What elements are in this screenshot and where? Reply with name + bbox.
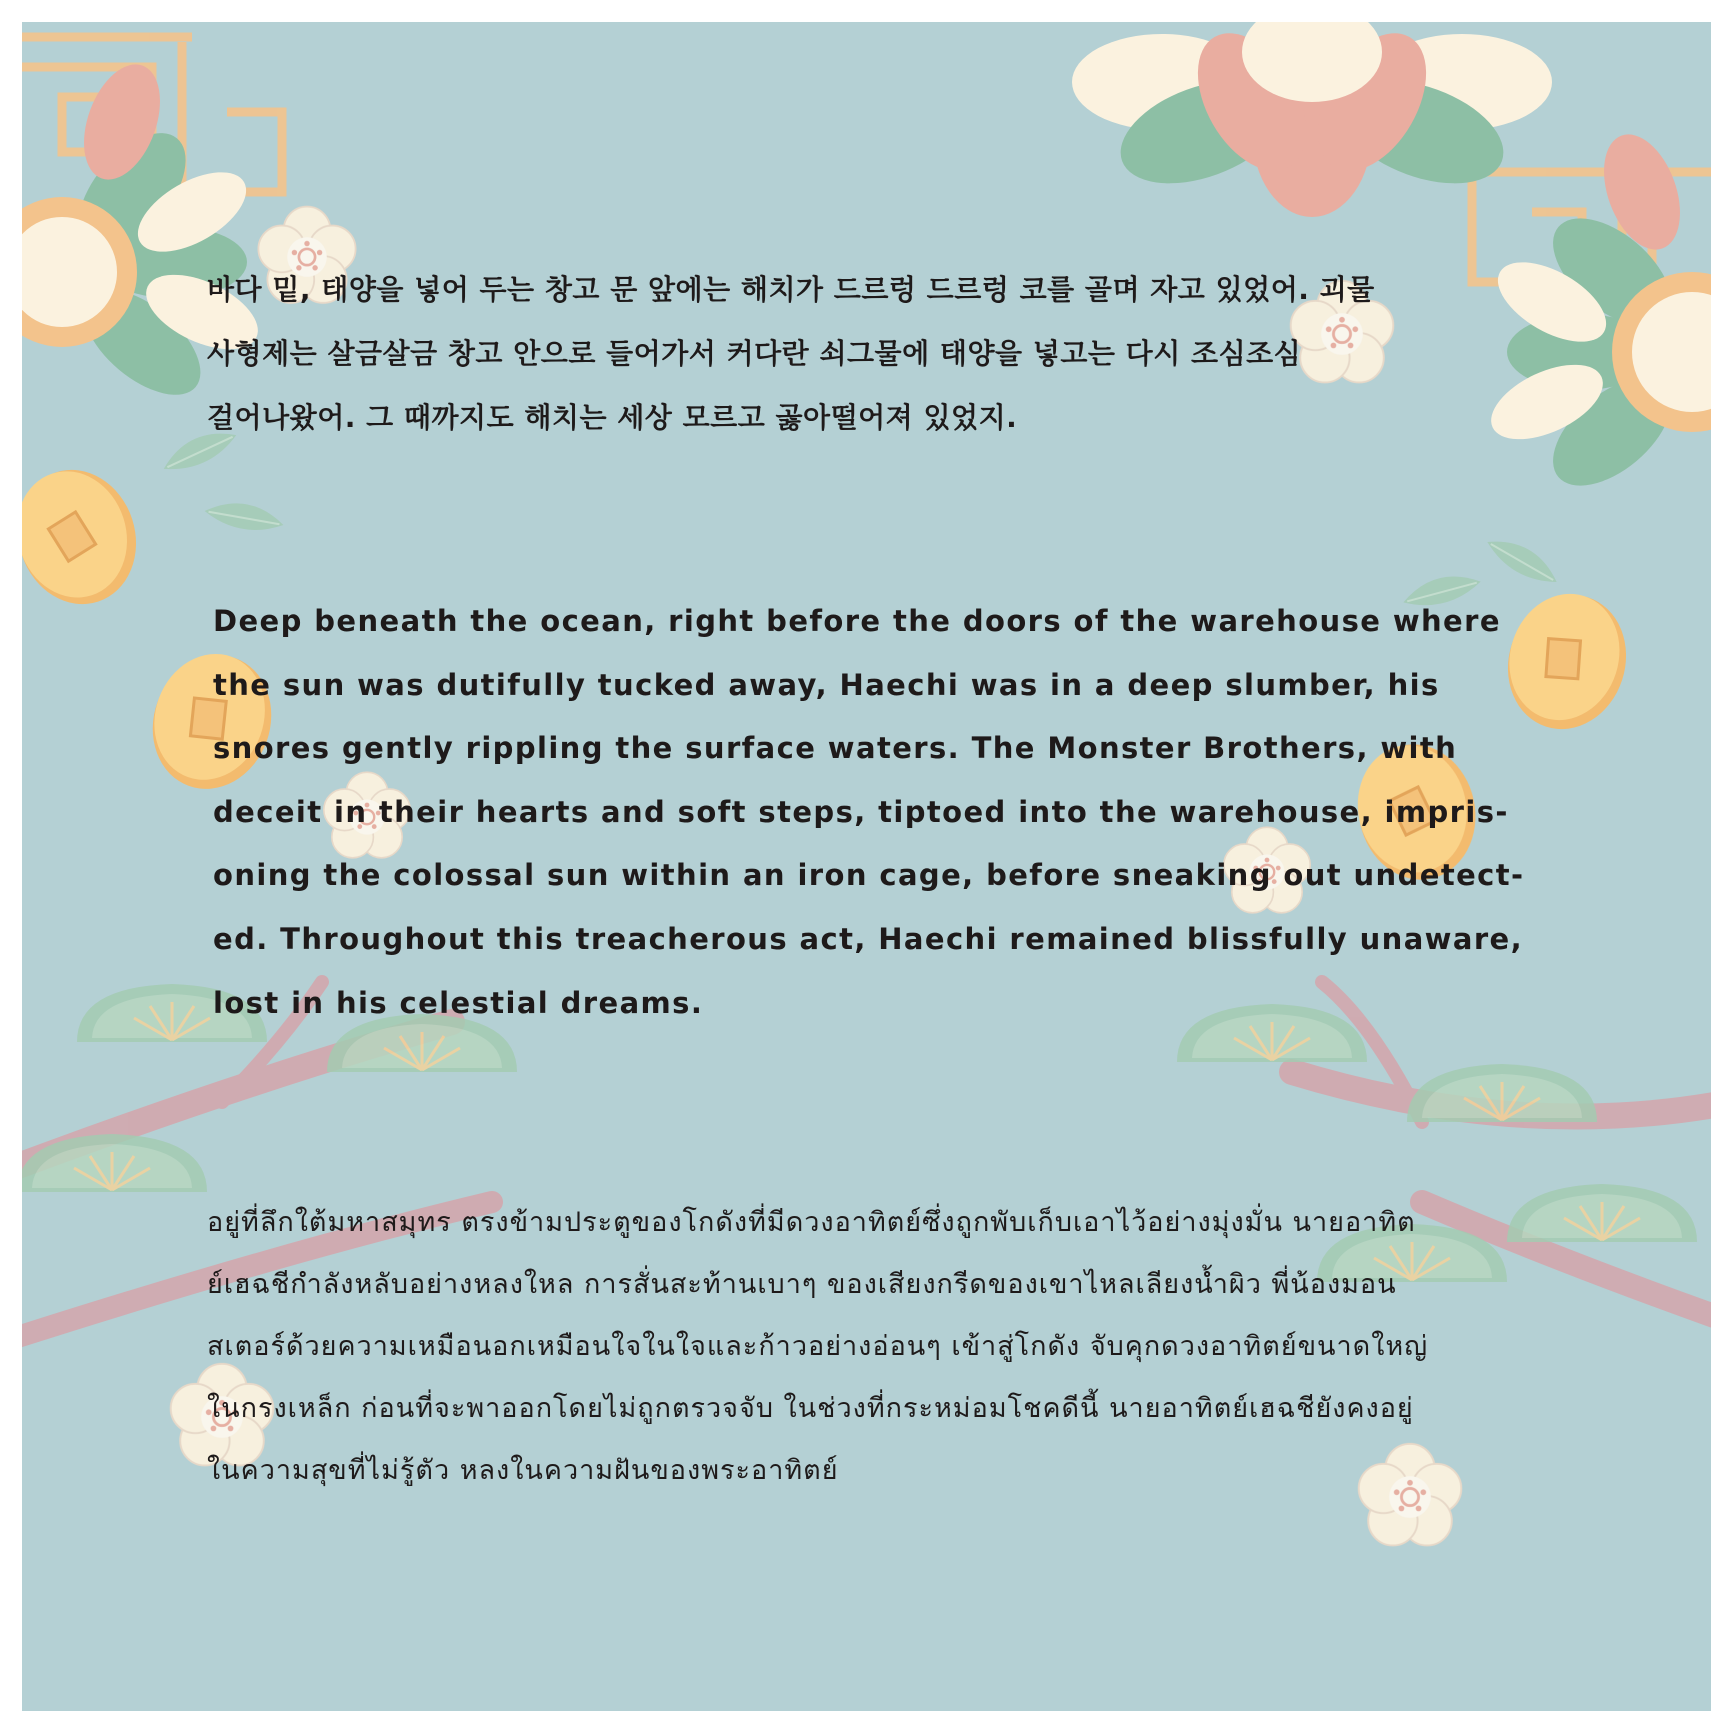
english-line: lost in his celestial dreams.	[213, 985, 704, 1020]
english-line: the sun was dutifully tucked away, Haechi was in a deep slumber, his	[213, 667, 1440, 702]
thai-line: ในกรงเหล็ก ก่อนที่จะพาออกโดยไม่ถูกตรวจจับ ในช่วงที่กระหม่อมโชคดีนี้ นายอาทิตย์เฮฉชียังคงอยู่	[207, 1393, 1414, 1424]
thai-line: สเตอร์ด้วยความเหมือนอกเหมือนใจในใจและก้าวอย่างอ่อนๆ เข้าสู่โกดัง จับคุกดวงอาทิตย์ขนาดใหญ่	[207, 1331, 1429, 1362]
korean-line: 사형제는 살금살금 창고 안으로 들어가서 커다란 쇠그물에 태양을 넣고는 다시 조심조심	[207, 337, 1302, 370]
leaf-icon	[158, 422, 1564, 613]
english-line: snores gently rippling the surface waters. The Monster Brothers, with	[213, 731, 1458, 766]
korean-paragraph	[207, 258, 1547, 450]
korean-line: 바다 밑, 태양을 넣어 두는 창고 문 앞에는 해치가 드르렁 드르렁 코를 골며 자고 있었어. 괴물	[207, 273, 1375, 306]
thai-line: ในความสุขที่ไม่รู้ตัว หลงในความฝันของพระอาทิตย์	[207, 1455, 839, 1486]
thai-line: ย์เฮฉชีกำลังหลับอย่างหลงใหล การสั่นสะท้านเบาๆ ของเสียงกรีดของเขาไหลเลียงน้ำผิว พี่น้องมอน	[207, 1269, 1397, 1300]
english-line: deceit in their hearts and soft steps, tiptoed into the warehouse, impris-	[213, 794, 1509, 829]
english-paragraph	[213, 590, 1553, 1035]
english-line: ed. Throughout this treacherous act, Haechi remained blissfully unaware,	[213, 921, 1524, 956]
thai-paragraph	[207, 1192, 1547, 1502]
thai-line: อยู่ที่ลึกใต้มหาสมุทร ตรงข้ามประตูของโกดังที่มีดวงอาทิตย์ซึ่งถูกพับเก็บเอาไว้อย่างมุ่งมั่น นายอาทิต	[207, 1207, 1416, 1238]
illustration-page	[22, 22, 1711, 1711]
korean-line: 걸어나왔어. 그 때까지도 해치는 세상 모르고 곯아떨어져 있었지.	[207, 401, 1018, 434]
english-line: Deep beneath the ocean, right before the doors of the warehouse where	[213, 604, 1501, 638]
english-line: oning the colossal sun within an iron cage, before sneaking out undetect-	[213, 858, 1525, 893]
